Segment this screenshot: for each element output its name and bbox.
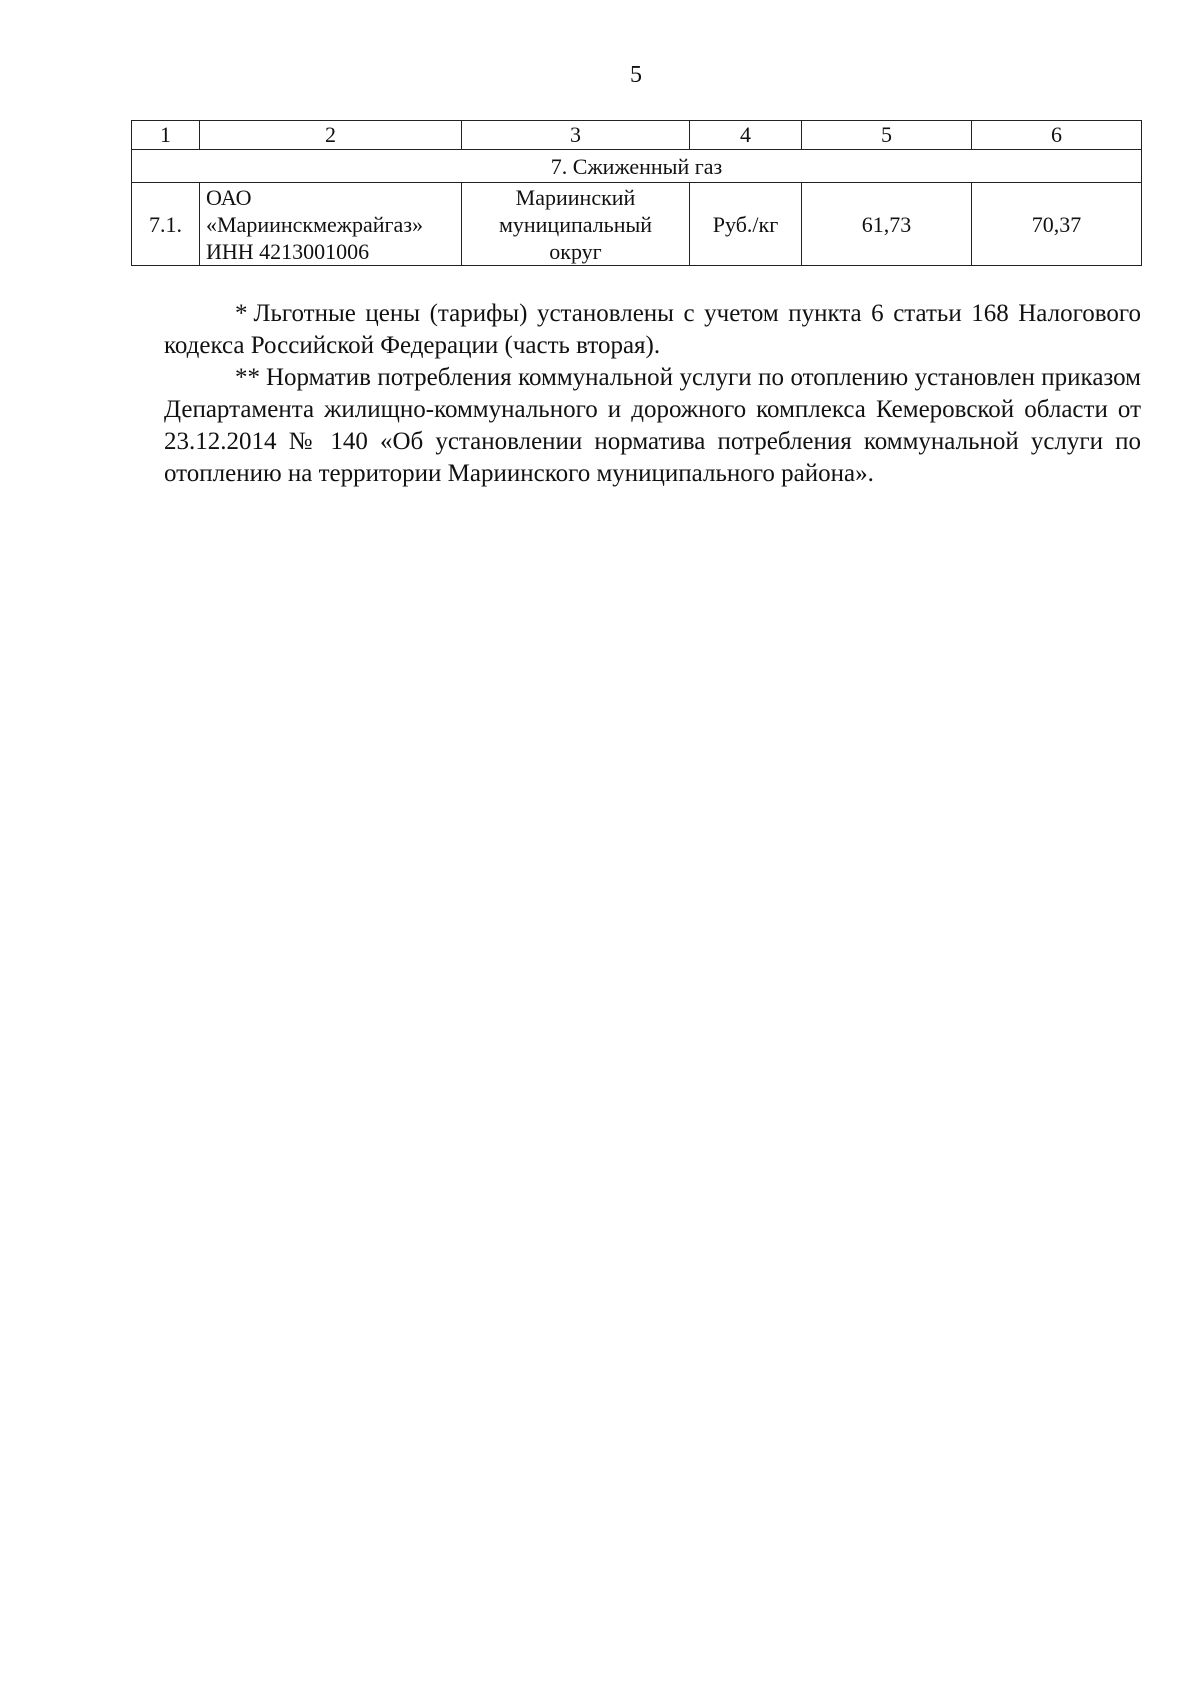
- header-cell-1: 1: [132, 121, 200, 150]
- table-row: [132, 183, 1142, 266]
- territory-line: округ: [549, 238, 602, 264]
- territory-cell: [462, 183, 690, 266]
- header-cell-2: 2: [200, 121, 462, 150]
- value-cell-5: 61,73: [802, 183, 972, 266]
- header-cell-4: 4: [690, 121, 802, 150]
- footnote-text: Льготные цены (тарифы) установлены с учетом пункта 6 статьи 168 Налогового кодекса Российской Федерации (часть вторая).: [164, 300, 1141, 359]
- footnote-marker: **: [235, 364, 260, 391]
- header-cell-3: 3: [462, 121, 690, 150]
- section-title: 7. Сжиженный газ: [132, 150, 1142, 183]
- footnote-2: [164, 362, 1141, 490]
- organization-line: «Мариинскмежрайгаз»: [206, 211, 424, 237]
- section-row: [132, 150, 1142, 183]
- footnote-1: [164, 298, 1141, 362]
- territory-line: муниципальный: [498, 211, 653, 237]
- header-cell-6: 6: [972, 121, 1142, 150]
- row-number: 7.1.: [132, 183, 200, 266]
- tariff-table: [131, 120, 1142, 266]
- organization-cell: [200, 183, 462, 266]
- header-cell-5: 5: [802, 121, 972, 150]
- table-header-row: [132, 121, 1142, 150]
- organization-line: ОАО: [206, 184, 252, 210]
- organization-line: ИНН 4213001006: [206, 238, 370, 264]
- footnote-text: Норматив потребления коммунальной услуги по отоплению установлен приказом Департамента жилищно-коммунального и дорожного комплекса Кемеровской области от 23.12.2014 № 140 «Об установлении норматива потребления коммунальной услуги по отоплению на территории Мариинского муниципального района».: [164, 364, 1141, 487]
- unit-cell: Руб./кг: [690, 183, 802, 266]
- value-cell-6: 70,37: [972, 183, 1142, 266]
- footnote-marker: *: [235, 300, 248, 327]
- footnotes: [164, 298, 1141, 490]
- page-number: 5: [630, 62, 642, 88]
- territory-line: Мариинский: [515, 184, 636, 210]
